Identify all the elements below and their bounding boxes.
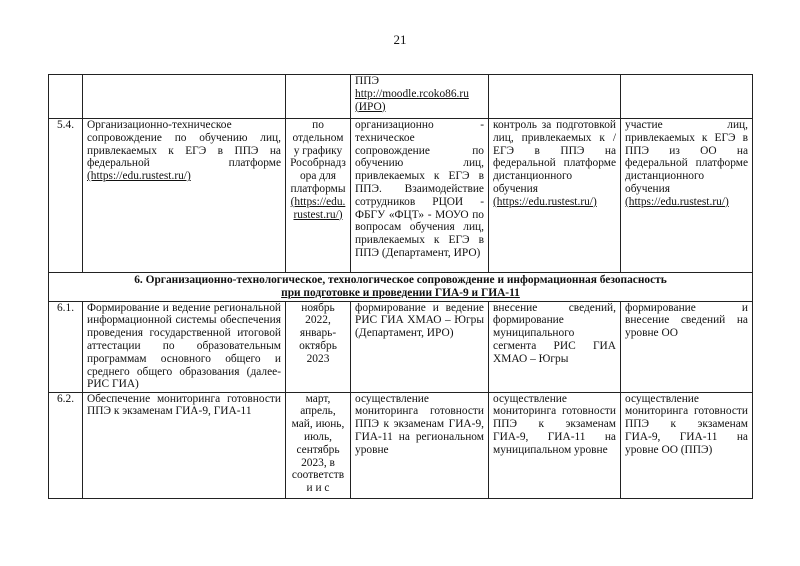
plan-table — [48, 74, 753, 499]
rustest-link[interactable]: (https://edu.rustest.ru/) — [493, 195, 597, 208]
regional-tail: (ИРО) — [355, 100, 386, 113]
municipal-cell — [489, 119, 621, 273]
municipal-cell: осуществление мониторинга готовности ППЭ к экзаменам ГИА-9, ГИА-11 на муниципальном уровне — [489, 392, 621, 498]
municipal-cell: внесение сведений, формирование муниципального сегмента РИС ГИА ХМАО – Югры — [489, 301, 621, 392]
municipal-cell — [489, 75, 621, 119]
school-cell — [621, 75, 753, 119]
period-cell — [286, 119, 351, 273]
action-cell: Обеспечение мониторинга готовности ППЭ к экзаменам ГИА-9, ГИА-11 — [83, 392, 286, 498]
regional-cell: формирование и ведение РИС ГИА ХМАО – Югры (Департамент, ИРО) — [351, 301, 489, 392]
school-cell: осуществление мониторинга готовности ППЭ к экзаменам ГИА-9, ГИА-11 на уровне ОО (ППЭ) — [621, 392, 753, 498]
action-cell: Формирование и ведение региональной информационной системы обеспечения проведения государственной итоговой аттестации по образовательным программам основного общего и среднего общего образования (далее-РИС ГИА) — [83, 301, 286, 392]
table-row — [49, 75, 753, 119]
regional-text: ППЭ — [355, 75, 379, 87]
action-cell — [83, 75, 286, 119]
row-number — [49, 75, 83, 119]
school-cell — [621, 119, 753, 273]
table-row — [49, 301, 753, 392]
municipal-text: контроль за подготовкой лиц, привлекаемых к /ЕГЭ в ППЭ на федеральной платформе дистанционного обучения — [493, 119, 616, 195]
period-cell — [286, 75, 351, 119]
section-title-line2: при подготовке и проведении ГИА-9 и ГИА-11 — [281, 286, 520, 299]
period-cell: ноябрь 2022, январь-октябрь 2023 — [286, 301, 351, 392]
school-cell: формирование и внесение сведений на уровне ОО — [621, 301, 753, 392]
section-header-row — [49, 273, 753, 302]
table-row — [49, 392, 753, 498]
action-cell — [83, 119, 286, 273]
page-number: 21 — [393, 32, 407, 47]
rustest-link[interactable]: (https://edu.rustest.ru/) — [625, 195, 729, 208]
rustest-link[interactable]: (https://edu.rustest.ru/) — [87, 170, 191, 183]
period-cell: март, апрель, май, июнь, июль, сентябрь 2023, в соответстви и с — [286, 392, 351, 498]
table-row — [49, 119, 753, 273]
rustest-link[interactable]: (https://edu.rustest.ru/) — [290, 195, 346, 221]
row-number: 6.2. — [49, 392, 83, 498]
school-text: участие лиц, привлекаемых к ЕГЭ в ППЭ из ОО на федеральной платформе дистанционного обучения — [625, 119, 748, 195]
section-title-line1: 6. Организационно-технологическое, технологическое сопровождение и информационная безопасность — [134, 274, 667, 286]
regional-cell — [351, 75, 489, 119]
row-number: 6.1. — [49, 301, 83, 392]
action-text: Организационно-техническое сопровождение по обучению лиц, привлекаемых к ЕГЭ в ППЭ на федеральной платформе — [87, 119, 281, 170]
section-6-header — [49, 273, 753, 302]
regional-cell: осуществление мониторинга готовности ППЭ к экзаменам ГИА-9, ГИА-11 на региональном уровне — [351, 392, 489, 498]
row-number: 5.4. — [49, 119, 83, 273]
period-text: по отдельному графику Рособрнадзора для платформы — [290, 119, 346, 195]
regional-cell: организационно - техническое сопровождение по обучению лиц, привлекаемых к ЕГЭ в ППЭ. Взаимодействие сотрудников РЦОИ - ФБГУ «ФЦТ» - МОУО по вопросам обучения лиц, привлекаемых к ЕГЭ в ППЭ (Департамент, ИРО) — [351, 119, 489, 273]
moodle-link[interactable]: http://moodle.rcoko86.ru — [355, 87, 469, 100]
